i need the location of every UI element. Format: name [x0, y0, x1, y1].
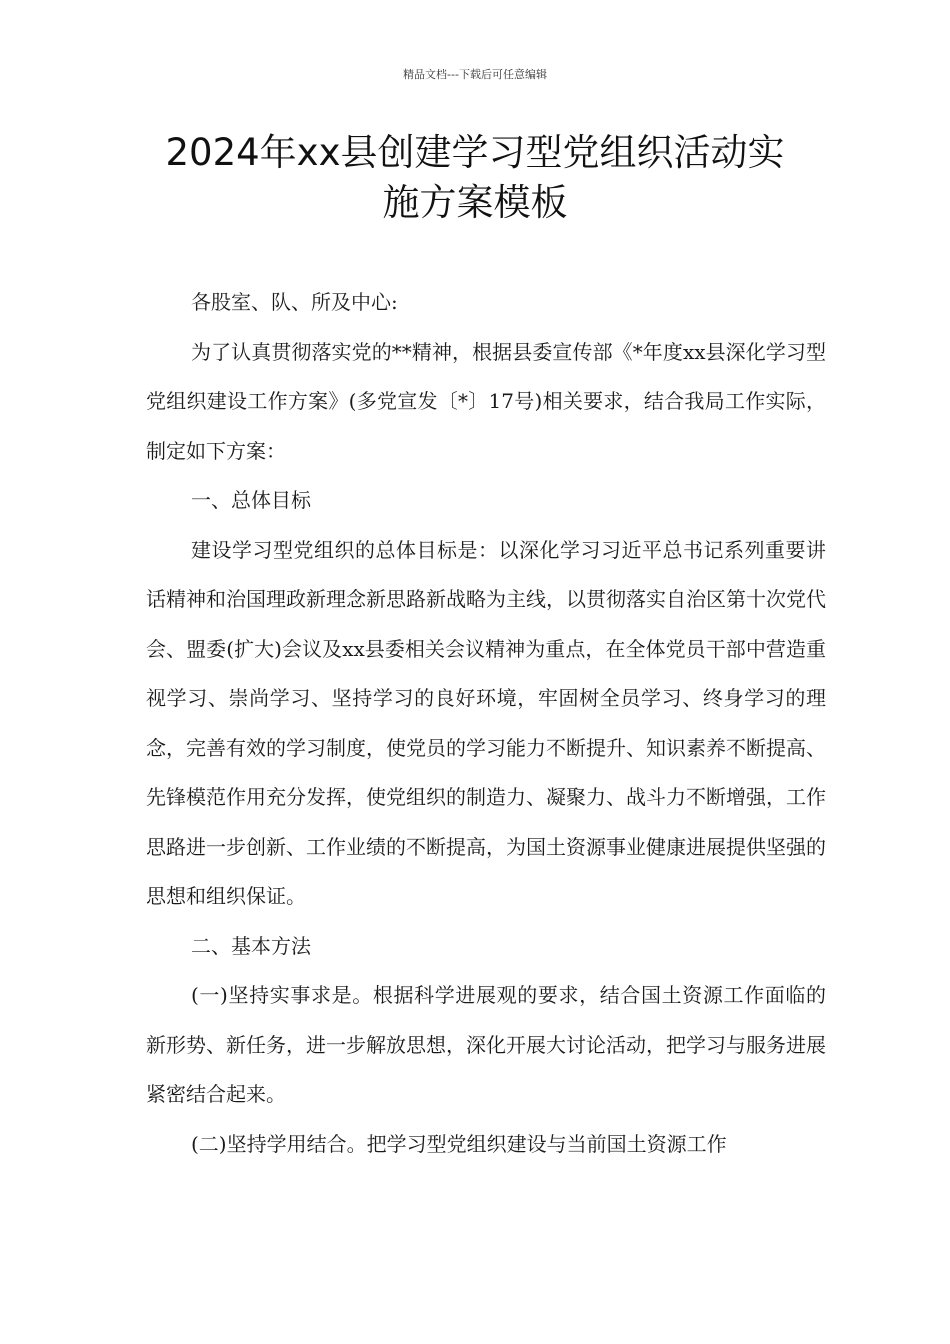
method-paragraph-2: (二)坚持学用结合。把学习型党组织建设与当前国土资源工作 — [191, 1131, 727, 1156]
section-heading-2: 二、基本方法 — [191, 933, 311, 958]
goals-paragraph: 建设学习型党组织的总体目标是：以深化学习习近平总书记系列重要讲话精神和治国理政新理念新思路新战略为主线，以贯彻落实自治区第十次党代会、盟委(扩大)会议及xx县委相关会议精神为重点，在全体党员干部中营造重视学习、崇尚学习、坚持学习的良好环境，牢固树全员学习、终身学习的理念，完善有效的学习制度，使党员的学习能力不断提升、知识素养不断提高、先锋模范作用充分发挥，使党组织的制造力、凝聚力、战斗力不断增强，工作思路进一步创新、工作业绩的不断提高，为国土资源事业健康进展提供坚强的思想和组织保证。 — [146, 537, 826, 908]
header-note: 精品文档---下载后可任意编辑 — [403, 68, 547, 81]
document-title — [100, 128, 850, 228]
intro-paragraph: 为了认真贯彻落实党的**精神，根据县委宣传部《*年度xx县深化学习型党组织建设工作方案》(多党宣发〔*〕17号)相关要求，结合我局工作实际，制定如下方案： — [146, 339, 826, 463]
salutation: 各股室、队、所及中心: — [191, 290, 398, 314]
title-line-2: 施方案模板 — [382, 181, 568, 224]
title-line-1: 2024年xx县创建学习型党组织活动实 — [165, 131, 785, 174]
document-body — [146, 278, 826, 1169]
method-paragraph-1: (一)坚持实事求是。根据科学进展观的要求，结合国土资源工作面临的新形势、新任务，进一步解放思想，深化开展大讨论活动，把学习与服务进展紧密结合起来。 — [146, 983, 826, 1106]
section-heading-1: 一、总体目标 — [191, 488, 311, 512]
